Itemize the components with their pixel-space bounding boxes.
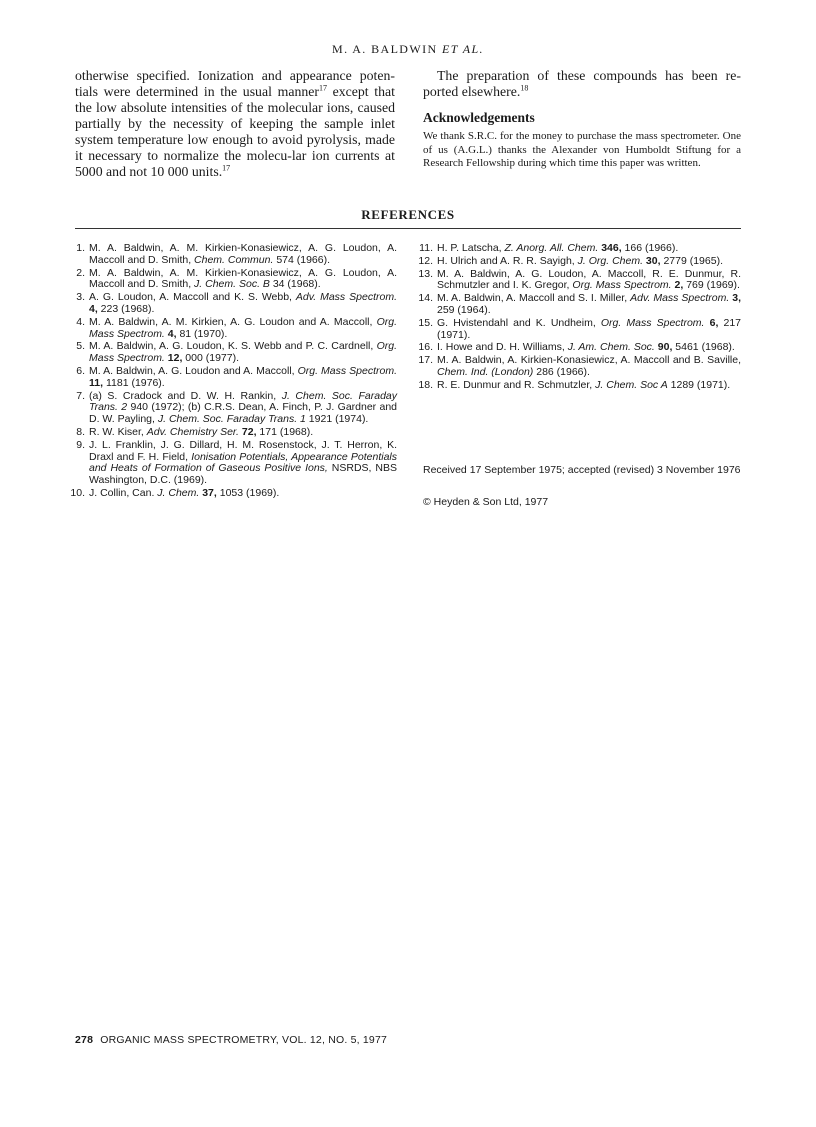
reference-segment: R. W. Kiser, <box>89 425 147 438</box>
reference-segment: Org. Mass Spectrom. <box>297 364 398 377</box>
reference-item <box>418 292 741 317</box>
reference-number: 17. <box>418 354 433 367</box>
reference-segment: 12, <box>167 352 183 365</box>
reference-segment: 72, <box>241 425 257 438</box>
reference-segment: R. E. Dunmur and R. Schmutzler, <box>437 378 596 391</box>
reference-segment: NSRDS, NBS Washington, D.C. (1969). <box>89 462 397 487</box>
reference-item <box>75 243 397 267</box>
reference-segment: M. A. Baldwin, A. M. Kirkien-Konasiewicz, A. G. Loudon, A. Maccoll and D. Smith, <box>89 266 397 291</box>
acknowledgements-heading: Acknowledgements <box>423 110 535 125</box>
reference-segment: 574 (1966). <box>273 253 331 266</box>
reference-item <box>75 292 397 316</box>
reference-segment: 2, <box>674 279 684 292</box>
text-segment: 17 <box>318 83 327 93</box>
reference-item <box>418 341 741 354</box>
references-heading: REFERENCES <box>361 207 455 222</box>
reference-segment: J. Chem. <box>157 486 200 499</box>
reference-number: 9. <box>76 438 85 451</box>
running-head-authors: M. A. BALDWIN <box>332 42 438 56</box>
reference-segment: 90, <box>657 341 673 354</box>
reference-segment: Z. Anorg. All. Chem. <box>504 242 599 254</box>
reference-segment: Org. Mass Spectrom. <box>600 316 705 329</box>
reference-segment: 5461 (1968). <box>672 341 735 354</box>
reference-segment: Org. Mass Spectrom. <box>572 279 672 292</box>
reference-item <box>75 268 397 292</box>
reference-number: 16. <box>418 341 433 354</box>
reference-segment: M. A. Baldwin, A. Kirkien-Konasiewicz, A. Maccoll and B. Saville, <box>437 354 741 367</box>
reference-number: 11. <box>419 242 433 254</box>
reference-number: 18. <box>418 378 433 391</box>
reference-segment: 81 (1970). <box>176 327 228 340</box>
reference-segment: 34 (1968). <box>269 278 321 291</box>
reference-number: 1. <box>76 242 85 254</box>
reference-segment: A. G. Loudon, A. Maccoll and K. S. Webb, <box>89 291 296 304</box>
reference-segment: 37, <box>202 486 217 499</box>
reference-segment: (a) S. Cradock and D. W. H. Rankin, <box>89 389 282 402</box>
reference-number: 14. <box>418 292 433 305</box>
reference-segment: Org. Mass Spectrom. <box>89 340 397 365</box>
reference-segment: 30, <box>645 254 661 267</box>
reference-number: 3. <box>76 291 85 304</box>
reference-segment: J. Collin, Can. <box>89 486 158 499</box>
reference-segment: 166 (1966). <box>621 242 679 254</box>
reference-segment: 3, <box>732 292 741 305</box>
reference-number: 10. <box>70 486 85 499</box>
reference-segment: 171 (1968). <box>256 425 314 438</box>
reference-item <box>418 254 741 268</box>
reference-segment: 769 (1969). <box>683 279 740 292</box>
reference-segment: Adv. Mass Spectrom. <box>295 291 397 304</box>
text-segment: except that the low absolute intensities of the molecular ions, caused partially by the necessity of keeping the sample inlet system temperature low enough to avoid pyrolysis, made it necessary to normalize the molecu-lar ion currents at 5000 and not 10 000 units. <box>75 84 395 179</box>
reference-number: 12. <box>418 254 433 267</box>
text-segment: 18 <box>520 83 529 93</box>
reference-segment: 1181 (1976). <box>103 376 165 389</box>
reference-segment: 1053 (1969). <box>216 486 280 499</box>
reference-segment: J. Chem. Soc. Faraday Trans. 2 <box>89 389 398 414</box>
reference-number: 6. <box>76 364 85 377</box>
reference-number: 8. <box>76 425 85 438</box>
reference-segment: 223 (1968). <box>97 302 155 315</box>
reference-segment: G. Hvistendahl and K. Undheim, <box>437 316 601 329</box>
reference-item <box>418 378 741 392</box>
reference-number: 13. <box>418 267 433 280</box>
reference-item <box>75 440 397 487</box>
reference-segment: 2779 (1965). <box>660 254 723 267</box>
reference-number: 5. <box>76 340 85 353</box>
reference-item <box>70 486 397 500</box>
reference-item <box>75 317 397 341</box>
reference-number: 7. <box>76 389 85 402</box>
references-list-left <box>70 242 398 501</box>
acknowledgements-text: We thank S.R.C. for the money to purchase the mass spectrometer. One of us (A.G.L.) thanks the Alexander von Humboldt Stiftung for a Research Fellowship during which time this paper was written. <box>423 130 741 169</box>
reference-segment: 11, <box>89 376 104 389</box>
text-segment: The preparation of these compounds has been re-ported elsewhere. <box>423 68 741 99</box>
body-right-paragraph <box>423 68 741 100</box>
reference-item <box>418 267 741 293</box>
reference-segment: J. Chem. Soc A <box>595 378 668 391</box>
references-list-right <box>418 242 742 393</box>
reference-segment: 4, <box>167 327 177 340</box>
reference-segment: M. A. Baldwin, A. G. Loudon and A. Maccoll, <box>89 364 298 377</box>
page-number: 278 <box>75 1034 94 1046</box>
received-dates: Received 17 September 1975; accepted (revised) 3 November 1976 <box>423 464 741 476</box>
reference-segment: J. Org. Chem. <box>577 254 643 267</box>
reference-segment: Chem. Ind. (London) <box>437 365 534 378</box>
reference-segment: M. A. Baldwin, A. G. Loudon, K. S. Webb and P. C. Cardnell, <box>89 340 377 353</box>
reference-segment: Chem. Commun. <box>194 253 274 266</box>
reference-number: 15. <box>418 316 433 329</box>
copyright-notice: © Heyden & Son Ltd, 1977 <box>423 496 549 508</box>
reference-segment: 6, <box>709 316 719 329</box>
reference-segment: M. A. Baldwin, A. Maccoll and S. I. Miller, <box>437 292 631 305</box>
reference-segment: 1289 (1971). <box>667 378 731 391</box>
reference-segment: 940 (1972); (b) C.R.S. Dean, A. Finch, P. J. Gardner and D. W. Payling, <box>89 401 398 426</box>
reference-number: 4. <box>76 315 85 328</box>
reference-segment: I. Howe and D. H. Williams, <box>437 341 568 354</box>
reference-segment: 346, <box>601 242 622 254</box>
body-right-column <box>423 68 741 171</box>
reference-item <box>419 242 741 255</box>
reference-item <box>75 391 397 426</box>
reference-segment: M. A. Baldwin, A. M. Kirkien, A. G. Loudon and A. Maccoll, <box>89 315 377 328</box>
reference-item <box>75 341 397 365</box>
reference-item <box>75 427 397 439</box>
reference-segment: Org. Mass Spectrom. <box>89 315 397 340</box>
reference-segment: H. Ulrich and A. R. R. Sayigh, <box>437 254 578 267</box>
reference-segment: M. A. Baldwin, A. M. Kirkien-Konasiewicz, A. G. Loudon, A. Maccoll and D. Smith, <box>89 242 397 266</box>
reference-segment: J. Am. Chem. Soc. <box>567 341 655 354</box>
reference-segment: H. P. Latscha, <box>437 242 505 254</box>
reference-segment: 286 (1966). <box>533 365 590 378</box>
journal-citation: ORGANIC MASS SPECTROMETRY, VOL. 12, NO. 5, 1977 <box>100 1034 388 1046</box>
reference-segment: 259 (1964). <box>437 303 491 316</box>
text-segment: 17 <box>222 163 231 173</box>
reference-segment: 000 (1977). <box>182 352 240 365</box>
reference-segment: 4, <box>89 302 98 315</box>
reference-segment: J. Chem. Soc. Faraday Trans. 1 <box>157 413 306 426</box>
reference-segment: Adv. Mass Spectrom. <box>630 292 730 305</box>
body-left-column <box>75 68 395 180</box>
body-left-paragraph <box>75 68 395 180</box>
text-segment: otherwise specified. Ionization and appearance poten-tials were determined in the usual manner <box>75 68 395 99</box>
reference-segment: Ionisation Potentials, Appearance Potentials and Heats of Formation of Gaseous Positive Ions, <box>89 450 398 475</box>
reference-segment: Adv. Chemistry Ser. <box>146 425 239 438</box>
reference-number: 2. <box>76 266 85 279</box>
reference-segment: M. A. Baldwin, A. G. Loudon, A. Maccoll, R. E. Dunmur, R. Schmutzler and I. K. Gregor, <box>437 267 741 292</box>
reference-segment: J. Chem. Soc. B <box>194 278 270 291</box>
reference-segment: J. L. Franklin, J. G. Dillard, H. M. Rosenstock, J. T. Herron, K. Draxl and F. H. Field, <box>89 438 397 463</box>
reference-item <box>75 366 397 390</box>
reference-item <box>418 316 742 342</box>
running-head <box>0 42 816 57</box>
reference-segment: 1921 (1974). <box>305 413 369 426</box>
reference-item <box>418 354 741 379</box>
running-head-etal: ET AL. <box>441 42 484 56</box>
references-divider <box>75 228 741 229</box>
page-footer <box>75 1034 387 1046</box>
reference-segment: 217 (1971). <box>437 316 742 341</box>
